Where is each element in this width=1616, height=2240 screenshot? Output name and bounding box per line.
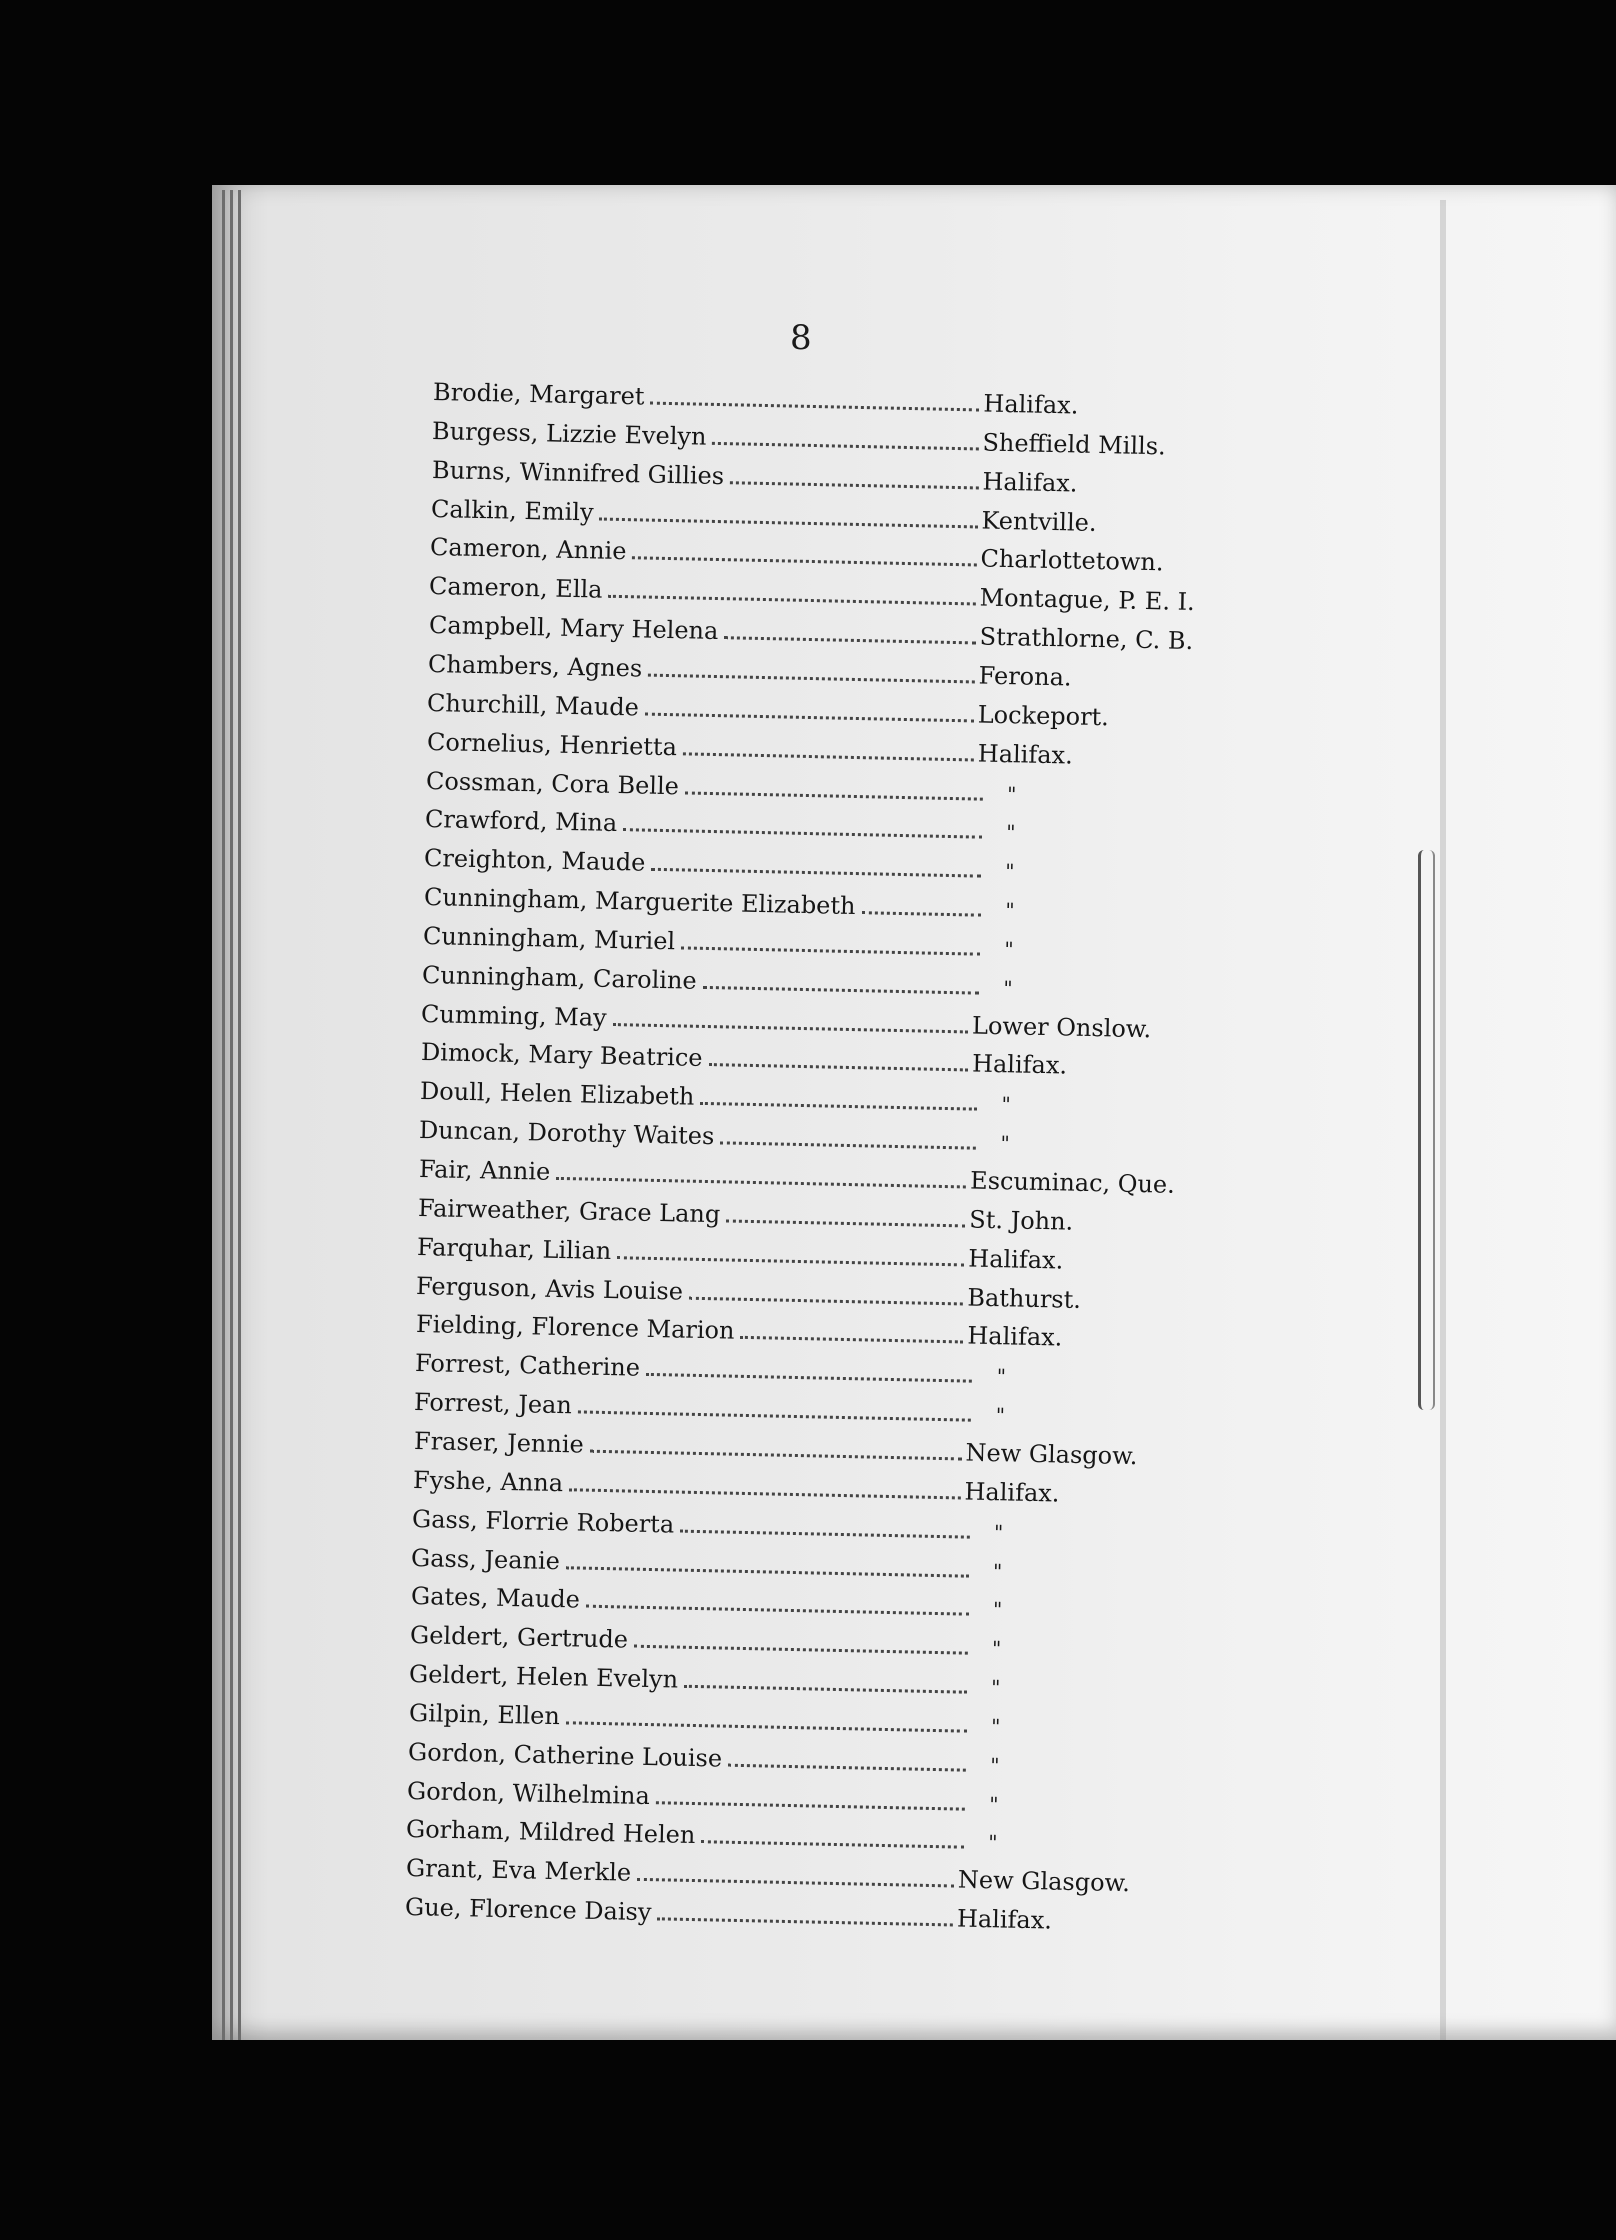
entry-name: Cunningham, Marguerite Elizabeth <box>423 883 856 921</box>
entry-name: Cunningham, Caroline <box>421 960 698 995</box>
entry-name: Campbell, Mary Helena <box>428 611 719 646</box>
dot-leader <box>645 712 974 722</box>
dot-leader <box>680 1529 969 1538</box>
entry-name: Cossman, Cora Belle <box>425 766 679 800</box>
dot-leader <box>565 1721 966 1732</box>
entry-name: Gass, Florrie Roberta <box>411 1504 675 1539</box>
entry-place: Escuminac, Que. <box>969 1166 1175 1199</box>
entry-name: Cunningham, Muriel <box>422 921 676 956</box>
entry-place: St. John. <box>968 1205 1074 1236</box>
ditto-mark: " <box>1005 859 1016 884</box>
dot-leader <box>681 946 980 955</box>
dot-leader <box>684 1685 967 1694</box>
entry-place: Halifax. <box>981 467 1078 498</box>
entry-place: Kentville. <box>981 506 1097 537</box>
dot-leader <box>861 911 981 917</box>
dot-leader <box>685 791 983 800</box>
ditto-mark: " <box>1004 937 1014 962</box>
dot-leader <box>700 1102 977 1111</box>
dot-leader <box>569 1488 961 1499</box>
entry-place: Ferona. <box>978 661 1072 692</box>
entry-name: Gue, Florence Daisy <box>404 1893 652 1927</box>
ditto-mark: " <box>993 1558 1003 1583</box>
ditto-mark: " <box>1001 1092 1012 1117</box>
entry-name: Fyshe, Anna <box>412 1465 564 1497</box>
ditto-mark: " <box>1006 820 1016 845</box>
ditto-mark: " <box>989 1752 1000 1778</box>
dot-leader <box>646 1373 972 1383</box>
ditto-mark: " <box>989 1791 999 1816</box>
ditto-mark: " <box>990 1714 1001 1739</box>
entry-place: Halifax. <box>977 739 1073 770</box>
entry-place: Halifax. <box>968 1244 1064 1275</box>
dot-leader <box>599 517 977 528</box>
ditto-mark: " <box>996 1364 1007 1389</box>
dot-leader <box>623 828 982 839</box>
entry-name: Creighton, Maude <box>424 844 646 877</box>
dot-leader <box>634 1645 968 1655</box>
entry-name: Dimock, Mary Beatrice <box>420 1038 703 1073</box>
ditto-mark: " <box>992 1597 1003 1622</box>
entry-name: Chambers, Agnes <box>427 649 643 683</box>
dot-leader <box>585 1605 968 1616</box>
entry-place: Montague, P. E. I. <box>979 583 1196 617</box>
entry-name: Brodie, Margaret <box>432 378 645 411</box>
dot-leader <box>566 1566 969 1577</box>
entry-name: Cameron, Ella <box>429 572 604 604</box>
entry-name: Gordon, Catherine Louise <box>407 1737 723 1773</box>
dot-leader <box>657 1917 953 1926</box>
entry-place: Sheffield Mills. <box>982 428 1167 461</box>
entry-place: Halifax. <box>966 1321 1063 1352</box>
entry-name: Cumming, May <box>421 999 608 1032</box>
page-number: 8 <box>790 318 812 358</box>
ditto-mark: " <box>993 1519 1004 1545</box>
entry-place: Bathurst. <box>967 1283 1082 1314</box>
dot-leader <box>720 1141 976 1149</box>
dot-leader <box>578 1411 972 1422</box>
entry-name: Doull, Helen Elizabeth <box>419 1077 695 1112</box>
ditto-mark: " <box>995 1403 1006 1428</box>
dot-leader <box>632 557 976 567</box>
entry-name: Fraser, Jennie <box>413 1426 584 1459</box>
ditto-mark: " <box>991 1675 1001 1700</box>
entry-name: Gilpin, Ellen <box>408 1698 560 1731</box>
dot-leader <box>724 636 975 644</box>
dot-leader <box>656 1801 965 1810</box>
dot-leader <box>726 1219 965 1227</box>
entry-name: Gorham, Mildred Helen <box>406 1815 697 1850</box>
entry-name: Gass, Jeanie <box>411 1543 561 1575</box>
entry-place: New Glasgow. <box>964 1438 1138 1471</box>
dot-leader <box>682 752 973 761</box>
entry-name: Farquhar, Lilian <box>416 1232 612 1265</box>
entry-name: Cameron, Annie <box>429 533 627 566</box>
dot-leader <box>702 1841 965 1849</box>
dot-leader <box>609 595 976 606</box>
dot-leader <box>713 442 979 451</box>
entry-name: Burgess, Lizzie Evelyn <box>432 416 708 451</box>
entry-name: Fairweather, Grace Lang <box>417 1193 721 1229</box>
entry-name: Geldert, Helen Evelyn <box>409 1660 679 1694</box>
entry-name: Forrest, Jean <box>414 1388 573 1420</box>
dot-leader <box>637 1878 954 1888</box>
dot-leader <box>556 1177 966 1189</box>
entry-name: Grant, Eva Merkle <box>405 1854 631 1888</box>
entry-name: Duncan, Dorothy Waites <box>419 1116 715 1151</box>
dot-leader <box>728 1763 966 1771</box>
ditto-mark: " <box>991 1636 1002 1661</box>
dot-leader <box>613 1023 969 1033</box>
entry-place: Halifax. <box>964 1477 1060 1508</box>
ditto-mark: " <box>1000 1131 1011 1156</box>
entry-place: Halifax. <box>971 1049 1068 1080</box>
entry-name: Gordon, Wilhelmina <box>406 1776 651 1810</box>
entry-name: Crawford, Mina <box>424 805 618 838</box>
entry-name: Ferguson, Avis Louise <box>416 1271 684 1306</box>
ditto-mark: " <box>1004 898 1015 923</box>
entry-place: Lockeport. <box>977 700 1110 732</box>
entry-place: Lower Onslow. <box>972 1011 1152 1043</box>
ditto-mark: " <box>988 1830 999 1855</box>
entry-place: Strathlorne, C. B. <box>979 622 1194 656</box>
entry-place: Halifax. <box>983 389 1079 420</box>
entry-name: Geldert, Gertrude <box>409 1621 629 1654</box>
dot-leader <box>703 986 979 995</box>
dot-leader <box>589 1450 961 1461</box>
entry-place: Halifax. <box>956 1904 1053 1935</box>
dot-leader <box>617 1256 964 1266</box>
entry-name: Churchill, Maude <box>427 688 640 722</box>
dot-leader <box>650 402 979 412</box>
dot-leader <box>651 868 981 878</box>
ditto-mark: " <box>1003 975 1014 1001</box>
entry-name: Forrest, Catherine <box>414 1349 641 1382</box>
dot-leader <box>740 1336 963 1344</box>
entry-name: Fair, Annie <box>418 1155 551 1186</box>
entry-name: Fielding, Florence Marion <box>415 1310 735 1346</box>
entry-place: Charlottetown. <box>980 544 1164 577</box>
entry-place: New Glasgow. <box>957 1865 1130 1898</box>
dot-leader <box>729 481 977 489</box>
dot-leader <box>689 1296 963 1305</box>
entry-name: Calkin, Emily <box>430 494 594 526</box>
entry-name: Burns, Winnifred Gillies <box>431 455 724 490</box>
dot-leader <box>648 674 975 684</box>
ditto-mark: " <box>1006 781 1017 806</box>
entry-name: Cornelius, Henrietta <box>426 727 677 761</box>
entry-name: Gates, Maude <box>410 1582 580 1614</box>
dot-leader <box>708 1063 968 1071</box>
